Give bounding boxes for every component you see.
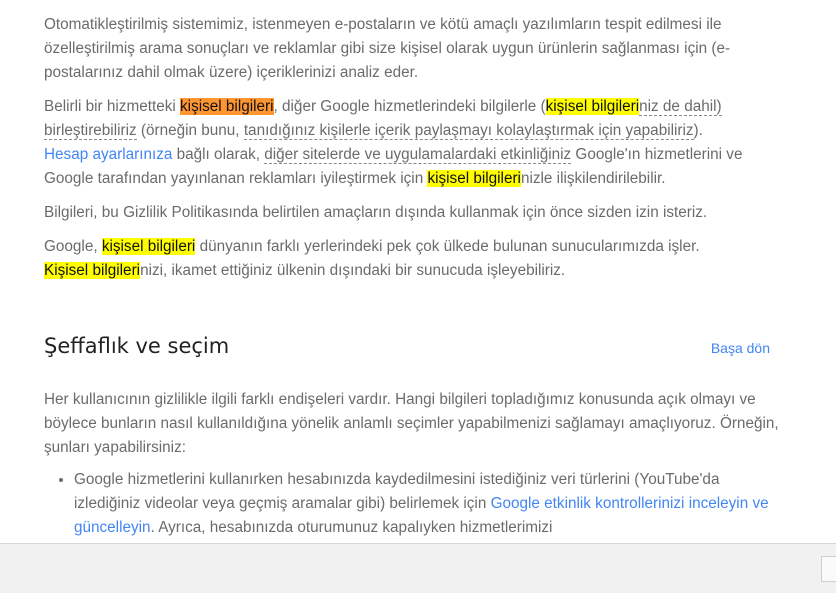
text-span: nizi, ikamet ettiğiniz ülkenin dışındaki bir sunucuda işleyebiliriz.	[140, 262, 566, 279]
search-highlight: kişisel bilgileri	[427, 170, 521, 187]
text-span: Google'ın hizmetlerini ve Google tarafından yayınlanan reklamları iyileştirmek için	[44, 146, 743, 187]
paragraph-analysis: Otomatikleştirilmiş sistemimiz, istenmeyen e-postaların ve kötü amaçlı yazılımların tespit edilmesi ile özelleştirilmiş arama sonuçları ve reklamlar gibi size kişisel olarak uygun ürünlerin sağlanması için (e-postalarınız dahil olmak üzere) içeriklerinizi analiz eder.	[44, 16, 731, 81]
tooltip-term[interactable]: niz de dahil)	[639, 98, 722, 115]
search-highlight-current: kişisel bilgileri	[180, 98, 274, 115]
text-span: nizle ilişkilendirilebilir.	[520, 170, 666, 187]
text-span: . Ayrıca, hesabınızda oturumunuz kapalıyken hizmetlerimizi	[150, 519, 553, 536]
activity-controls-link[interactable]: Google etkinlik kontrollerinizi inceleyin ve güncelleyin	[74, 495, 769, 536]
tooltip-term[interactable]: tanıdığınız kişilerle içerik paylaşmayı kolaylaştırmak için yapabiliriz	[243, 122, 694, 139]
paragraph-combine	[44, 95, 780, 191]
tooltip-term[interactable]: birleştirebiliriz	[44, 122, 137, 139]
paragraph-consent: Bilgileri, bu Gizlilik Politikasında belirtilen amaçların dışında kullanmak için önce sizden izin isteriz.	[44, 204, 708, 221]
text-span: bağlı olarak,	[172, 146, 265, 163]
text-span: (örneğin bunu,	[136, 122, 244, 139]
policy-content	[44, 13, 780, 293]
transparency-content	[44, 388, 780, 540]
section-title: Şeffaflık ve seçim	[44, 334, 230, 358]
text-span: ).	[693, 122, 703, 139]
section-header	[44, 326, 770, 358]
text-span: , diğer Google hizmetlerindeki bilgilerle (	[273, 98, 546, 115]
text-span: Google,	[44, 238, 102, 255]
text-span: Belirli bir hizmetteki	[44, 98, 181, 115]
choices-list	[44, 468, 780, 540]
tooltip-term[interactable]: diğer sitelerde ve uygulamalardaki etkinliğiniz	[264, 146, 572, 163]
account-settings-link[interactable]: Hesap ayarlarınıza	[44, 146, 173, 163]
find-bar	[0, 543, 836, 593]
paragraph-servers	[44, 235, 780, 283]
back-to-top-link[interactable]: Başa dön	[710, 340, 770, 356]
list-item	[74, 468, 780, 540]
text-span: Google hizmetlerini kullanırken hesabınızda kaydedilmesini istediğiniz veri türlerini (YouTube'da izlediğiniz videolar veya geçmiş aramalar gibi) belirlemek için	[74, 471, 720, 512]
search-highlight: Kişisel bilgileri	[44, 262, 141, 279]
paragraph-transparency: Her kullanıcının gizlilikle ilgili farklı endişeleri vardır. Hangi bilgileri topladığımız konusunda açık olmayı ve böylece bunların nasıl kullanıldığına yönelik anlamlı seçimler yapabilmenizi sağlamayı amaçlıyoruz. Örneğin, şunları yapabilirsiniz:	[44, 391, 779, 456]
find-bar-control[interactable]	[821, 556, 836, 582]
text-span: dünyanın farklı yerlerindeki pek çok ülkede bulunan sunucularımızda işler.	[195, 238, 700, 255]
search-highlight: kişisel bilgileri	[545, 98, 640, 115]
search-highlight: kişisel bilgileri	[101, 238, 196, 255]
